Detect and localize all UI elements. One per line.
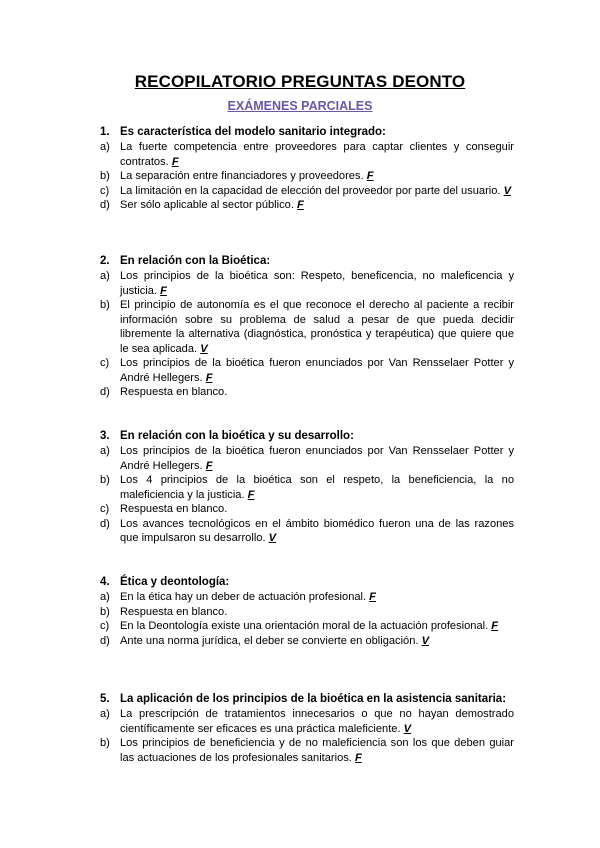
question-number: 2. — [100, 255, 110, 267]
option-letter: b) — [100, 474, 110, 486]
option-text: El principio de autonomía es el que reconoce el derecho al paciente a recibir información sobre su problema de salud a pesar de que pueda decidir libremente la alternativa (diagnóstica, pronóstica y terapéutica) que quiere que le sea aplicada. — [120, 299, 514, 355]
option-text: Ante una norma jurídica, el deber se convierte en obligación. — [120, 634, 419, 647]
option-letter: b) — [100, 170, 110, 182]
option — [100, 707, 514, 736]
option-letter: c) — [100, 503, 110, 515]
question-heading — [100, 575, 514, 590]
question-text: En relación con la bioética y su desarrollo: — [120, 430, 354, 442]
answer-mark: F — [205, 371, 213, 384]
option — [100, 169, 514, 184]
question-1 — [100, 125, 514, 213]
option — [100, 517, 514, 546]
option-letter: c) — [100, 620, 110, 632]
answer-mark: F — [491, 620, 499, 632]
option-letter: a) — [100, 270, 110, 282]
answer-mark: V — [200, 342, 208, 355]
option-letter: b) — [100, 737, 110, 749]
answer-mark: F — [297, 199, 304, 211]
option-text: Respuesta en blanco. — [120, 503, 228, 515]
option-text: La prescripción de tratamientos innecesarios o que no hayan demostrado científicamente ser eficaces es una práctica maleficiente. — [120, 708, 514, 735]
option — [100, 269, 514, 298]
option-text: En la Deontología existe una orientación moral de la actuación profesional. — [120, 620, 489, 632]
option-text: Los principios de la bioética fueron enunciados por Van Rensselaer Potter y André Hellegers. — [120, 445, 514, 472]
answer-mark: V — [421, 634, 429, 647]
option-letter: c) — [100, 184, 110, 197]
option-letter: b) — [100, 299, 110, 311]
answer-mark: F — [247, 488, 255, 501]
option-letter: a) — [100, 591, 110, 603]
answer-mark: F — [205, 459, 213, 472]
option-letter: b) — [100, 605, 110, 618]
document-title: RECOPILATORIO PREGUNTAS DEONTO — [134, 72, 466, 91]
answer-mark: V — [403, 722, 412, 735]
answer-mark: F — [369, 591, 376, 603]
answer-mark: F — [171, 155, 179, 168]
answer-mark: F — [366, 170, 374, 182]
option — [100, 736, 514, 765]
question-text: Ética y deontología: — [120, 576, 230, 588]
option-text: Los principios de beneficiencia y de no maleficiencia son los que deben guiar las actuaciones de los profesionales sanitarios. — [120, 737, 514, 764]
option — [100, 473, 514, 502]
option — [100, 444, 514, 473]
question-number: 1. — [100, 126, 110, 138]
option-text: Ser sólo aplicable al sector público. — [120, 199, 294, 211]
option — [100, 298, 514, 356]
answer-mark: F — [160, 284, 167, 297]
document-subtitle: EXÁMENES PARCIALES — [227, 99, 373, 113]
option — [100, 140, 514, 169]
option-text: En la ética hay un deber de actuación profesional. — [120, 591, 367, 603]
answer-mark: F — [354, 751, 362, 764]
question-heading — [100, 254, 514, 269]
option-letter: a) — [100, 708, 110, 720]
option — [100, 356, 514, 385]
option-text: La separación entre financiadores y proveedores. — [120, 170, 364, 182]
question-text: En relación con la Bioética: — [120, 255, 271, 267]
option-letter: a) — [100, 445, 110, 457]
option — [100, 605, 514, 620]
option — [100, 502, 514, 517]
option-text: Los principios de la bioética son: Respeto, beneficencia, no maleficencia y justicia. — [120, 270, 514, 297]
option-text: La fuerte competencia entre proveedores para captar clientes y conseguir contratos. — [120, 141, 514, 168]
option — [100, 619, 514, 634]
option — [100, 590, 514, 605]
option-letter: d) — [100, 634, 110, 647]
option — [100, 198, 514, 213]
question-number: 5. — [100, 693, 110, 705]
option — [100, 184, 514, 199]
question-number: 4. — [100, 576, 110, 588]
option-letter: d) — [100, 517, 110, 530]
option-text: Los avances tecnológicos en el ámbito biomédico fueron una de las razones que impulsaron su desarrollo. — [120, 517, 514, 544]
option-text: La limitación en la capacidad de elección del proveedor por parte del usuario. — [120, 184, 501, 197]
option-letter: c) — [100, 357, 110, 369]
option-text: Los 4 principios de la bioética son el respeto, la beneficiencia, la no maleficiencia y la justicia. — [120, 474, 514, 501]
question-heading — [100, 429, 514, 444]
question-number: 3. — [100, 430, 110, 442]
option-letter: a) — [100, 141, 110, 153]
answer-mark: V — [268, 532, 277, 544]
question-heading — [100, 692, 514, 707]
option-letter: d) — [100, 199, 110, 211]
option-letter: d) — [100, 386, 110, 398]
option-text: Respuesta en blanco. — [120, 386, 228, 398]
question-text: La aplicación de los principios de la bioética en la asistencia sanitaria: — [120, 693, 507, 705]
question-4 — [100, 575, 514, 648]
option — [100, 385, 514, 400]
question-2 — [100, 254, 514, 400]
option-text: Los principios de la bioética fueron enunciados por Van Rensselaer Potter y André Hellegers. — [120, 357, 514, 384]
option-text: Respuesta en blanco. — [120, 605, 228, 618]
question-5 — [100, 692, 514, 765]
option — [100, 634, 514, 649]
question-heading — [100, 125, 514, 140]
answer-mark: V — [503, 184, 512, 197]
question-3 — [100, 429, 514, 546]
question-text: Es característica del modelo sanitario integrado: — [120, 126, 386, 138]
